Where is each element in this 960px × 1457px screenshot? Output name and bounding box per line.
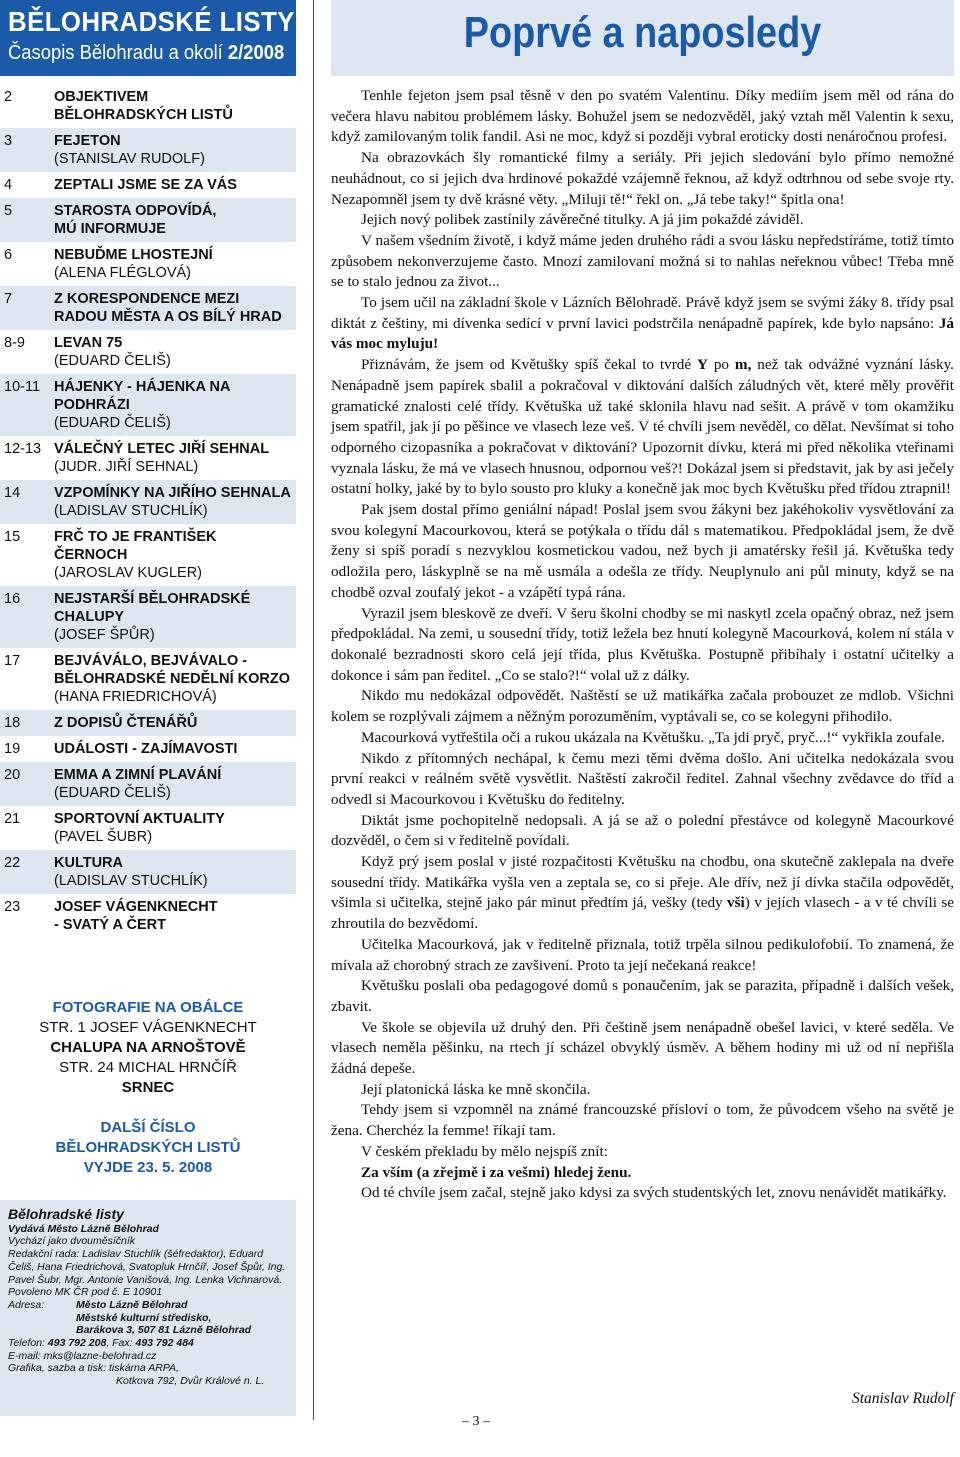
love-note: Já vás moc myluju! [331,314,954,353]
toc-entry [0,286,296,330]
imprint-address: Barákova 3, 507 81 Lázně Bělohrad [76,1324,252,1337]
toc-title: BĚLOHRADSKÉ NEDĚLNÍ KORZO [54,671,291,687]
next-issue-line: VYJDE 23. 5. 2008 [83,1159,213,1176]
toc-page-number: 21 [4,811,21,827]
toc-entry [0,84,296,128]
toc-author: (JOSEF ŠPŮR) [54,627,155,643]
toc-author: (EDUARD ČELIŠ) [54,353,171,369]
cover-photo-line: STR. 24 MICHAL HRNČÍŘ [59,1059,237,1076]
toc-page-number: 7 [4,291,13,307]
toc-page-number: 4 [4,177,13,193]
toc-title: VZPOMÍNKY NA JIŘÍHO SEHNALA [54,485,291,501]
toc-entry [0,736,296,762]
toc-author: (JUDR. JIŘÍ SEHNAL) [54,459,199,475]
toc-entry [0,330,296,374]
toc-title: FEJETON [54,133,121,149]
imprint-phone-label: Telefon: [8,1337,48,1350]
toc-author: (ALENA FLÉGLOVÁ) [54,265,191,281]
paragraph: Nikdo z přítomných nechápal, k čemu mezi těmi dvěma došlo. Ani učitelka nedokázala svou první reakci v reálném světě vysvětlit. Naštěstí zakročil ředitel. Zahnal všechny zvědavce do tříd a odvedl si Macourkovou i Květušku do ředitelny. [331,749,954,808]
paragraph: Na obrazovkách šly romantické filmy a seriály. Při jejich sledování bylo přímo nemožné neuhádnout, co si jejich dva hrdinové pokaždé vzájemně řeknou, až když odtrhnou od sebe svoje rty. Nezapomněl jsem ty dvě krásné věty. „Miluji tě!“ řekl on. „Já tebe taky!“ špitla ona! [331,149,954,208]
toc-title: RADOU MĚSTA A OS BÍLÝ HRAD [54,309,282,325]
page-number: – 3 – [462,1414,490,1429]
paragraph: Za vším (a zřejmě i za vešmi) hledej ženu. [361,1163,632,1181]
toc-entry [0,436,296,480]
cover-photos-info [0,998,296,1098]
toc-page-number: 8-9 [4,335,25,351]
paragraph-text: než tak odvážné vyznání lásky. Nenápadně jsem papírek sbalil a pokračoval v diktování dalších záludných vět, které měly prověřit gramatické znalosti celé třídy. Květuška už také sklonila hlavu nad sešit. A právě v tom okamžiku jsem spatřil, jak jí po pěšince ve vlasech leze veš. V té chvíli jsem nevěděl, co dělat. Nevšímat si toho odporného cizopasníka a pokračovat v diktování? Upozornit dívku, která mi před několika vteřinami vyznala lásku, že má ve vlasech hnusnou, odpornou veš?! Dokázal jsem si představit, jak by asi ječely ostatní holky, jaké by to bylo sousto pro kluky a konečně jak moc bych Květušku před třídou ztrapnil! [331,356,954,498]
toc-entry [0,242,296,286]
toc-page-number: 10-11 [4,379,41,395]
imprint-printer-address: Kotkova 792, Dvůr Králové n. L. [116,1375,265,1388]
article-header [331,0,954,76]
toc-page-number: 22 [4,855,21,871]
toc-title: BĚLOHRADSKÝCH LISTŮ [54,107,233,123]
paragraph: Macourková vytřeštila oči a rukou ukázala na Květušku. „Ta jdi pryč, pryč...!“ vykřikla zoufale. [361,728,945,746]
imprint-phone: 493 792 208 [47,1337,107,1350]
toc-title: LEVAN 75 [54,335,123,351]
paragraph: Ve škole se objevila už druhý den. Při češtině jsem nenápadně obešel lavici, v které seděla. Ve vlasech neměla pěšinku, na rtech jí scházel obvyklý úsměv. A během hodiny mi už od ní nepřišla žádná depeše. [331,1018,954,1078]
subtitle-text: Časopis Bělohradu a okolí [8,42,228,64]
toc-title: STAROSTA ODPOVÍDÁ, [54,203,217,219]
toc-page-number: 20 [4,767,21,783]
next-issue-notice [0,1118,296,1178]
cover-photo-line: CHALUPA NA ARNOŠTOVĚ [50,1039,246,1056]
toc-title: SPORTOVNÍ AKTUALITY [54,811,225,827]
toc-page-number: 12-13 [4,441,42,457]
imprint-permit: Povoleno MK ČR pod č. E 10901 [8,1286,163,1299]
toc-title: Z DOPISŮ ČTENÁŘŮ [54,715,198,731]
toc-title: OBJEKTIVEM [54,89,149,105]
imprint-box [0,1200,296,1416]
cover-photo-line: STR. 1 JOSEF VÁGENKNECHT [39,1019,257,1036]
issue-number: 2/2008 [227,42,285,64]
paragraph-text: po [707,356,735,374]
toc-title: NEJSTARŠÍ BĚLOHRADSKÉ [54,591,251,607]
toc-page-number: 15 [4,529,21,545]
paragraph: Jejich nový polibek zastínily závěrečné titulky. A já jim pokaždé záviděl. [361,211,804,229]
cover-photo-line: SRNEC [121,1079,175,1096]
paragraph [331,355,954,500]
imprint-fax-label: , Fax: [106,1337,136,1350]
paragraph: Vyrazil jsem bleskově ze dveří. V šeru školní chodby se mi naskytl zcela opačný obraz, než jsem předpokládal. Na zemi, u sousední třídy, totiž ležela bez hnutí kolegyně Macourková, kolem ní stála v dokonalé bezradnosti skoro celá její třída, plus Květuška. Postupně přibíhaly i ostatní učitelky a dokonce i sám pan ředitel. „Co se stalo?!“ volal už z dálky. [331,604,954,684]
bold-letter: m, [734,356,752,374]
paragraph: V našem všedním životě, i když máme jeden druhého rádi a svou lásku nepředstíráme, totiž tímto způsobem nekonverzujeme často. Mnozí zamilovaní možná si to nahlas neřeknou vůbec! Třeba mně se to stalo jednou za život... [331,231,954,291]
cover-photos-heading: FOTOGRAFIE NA OBÁLCE [52,999,244,1016]
toc-title: FRČ TO JE FRANTIŠEK ČERNOCH [54,529,217,563]
toc-page-number: 18 [4,715,21,731]
article-body [331,86,954,1204]
toc-entry [0,894,296,938]
imprint-printer: Grafika, sazba a tisk: tiskárna ARPA, [8,1362,179,1375]
imprint-fax: 493 792 484 [135,1337,194,1350]
toc-author: (HANA FRIEDRICHOVÁ) [54,689,217,705]
toc-title: EMMA A ZIMNÍ PLAVÁNÍ [54,767,222,783]
paragraph: Pak jsem dostal přímo geniální nápad! Poslal jsem svou žákyni bez jakéhokoliv vysvětlování za svou kolegyní Macourkovou, která se potýkala o třídu dál s matematikou. Předpokládal jsem, že dvě ženy si spíš poradí s nezvyklou kosmetickou vadou, než bych ji amatérsky řešil já. Květuška tedy odložila pero, láskyplně se na mě usmála a odešla ze třídy. Neuplynulo ani půl minuty, když se na chodbě ozval zoufalý jekot - a vzápětí typá rána. [331,501,954,601]
toc-title: MÚ INFORMUJE [54,221,166,237]
toc-entry [0,762,296,806]
toc-entry [0,586,296,648]
paragraph-text: Přiznávám, že jsem od Květušky spíš čekal to tvrdé [361,356,697,374]
imprint-title: Bělohradské listy [8,1206,124,1222]
paragraph [331,852,954,935]
toc-title: KULTURA [54,855,123,871]
toc-page-number: 16 [4,591,21,607]
imprint-board: Redakční rada: Ladislav Stuchlík (šéfredaktor), Eduard Čeliš, Hana Friedrichová, Svatopluk Hrnčíř, Josef Špůr, Ing. Pavel Šubr, Mgr. Antonie Vanišová, Ing. Lenka Vichnarová. [8,1248,286,1286]
article-title: Poprvé a naposledy [463,8,822,57]
toc-entry [0,198,296,242]
paragraph-text: ) v jejích vlasech - a v té chvíli se zhroutila do bezvědomí. [331,894,954,933]
paragraph: Květušku poslali oba pedagogové domů s ponaučením, jak se parazita, případně i dalších vešek, zbavit. [331,977,954,1015]
imprint-address: Městské kulturní středisko, [76,1311,212,1324]
paragraph: Učitelka Macourková, jak v ředitelně přiznala, totiž trpěla silnou pedikulofobií. To znamená, že mívala až chorobný strach ze zavšivení. Proto ta její nečekaná reakce! [331,935,954,974]
toc-page-number: 6 [4,247,13,263]
paragraph: Její platonická láska ke mně skončila. [361,1080,591,1098]
toc-entry [0,374,296,436]
toc-entry [0,172,296,198]
toc-title: HÁJENKY - HÁJENKA NA [54,379,231,395]
toc-title: NEBUĎME LHOSTEJNÍ [54,247,213,263]
paragraph: Od té chvíle jsem začal, stejně jako kdysi za svých studentských let, znovu nenávidět matikářky. [361,1184,947,1202]
toc-page-number: 5 [4,203,13,219]
toc-entry [0,850,296,894]
toc-page-number: 2 [4,89,13,105]
left-column [0,0,296,1457]
toc-author: (PAVEL ŠUBR) [54,829,153,845]
toc-author: (LADISLAV STUCHLÍK) [54,503,208,519]
paragraph: Diktát jsme pochopitelně nedopsali. A já se až o polední přestávce od kolegyně Macourkové dozvěděl, o čem si v ředitelně povídali. [331,811,954,850]
toc-title: - SVATÝ A ČERT [54,917,166,933]
paragraph-text: Když prý jsem poslal v jisté rozpačitosti Květušku na chodbu, ona skutečně zaklepala na dveře sousední třídy. Matikářka vyšla ven a zeptala se, co si přeje. Ale dřív, než jí dívka stačila odpovědět, všimla si učitelka, stejně jako pár minut předtím já, vešky (tedy [331,853,954,912]
imprint-email: E-mail: mks@lazne-belohrad.cz [8,1349,157,1362]
toc-title: JOSEF VÁGENKNECHT [54,899,218,915]
toc-title: VÁLEČNÝ LETEC JIŘÍ SEHNAL [54,441,270,457]
imprint-address: Město Lázně Bělohrad [76,1298,188,1311]
bold-letter: Y [696,356,708,374]
toc-entry [0,128,296,172]
toc-entry [0,648,296,710]
toc-page-number: 19 [4,741,21,757]
paragraph: V českém překladu by mělo nejspíš znít: [361,1142,608,1160]
imprint-frequency: Vychází jako dvouměsíčník [8,1235,136,1248]
imprint-publisher: Vydává Město Lázně Bělohrad [8,1222,159,1235]
toc-author: (LADISLAV STUCHLÍK) [54,873,208,889]
next-issue-line: BĚLOHRADSKÝCH LISTŮ [55,1139,241,1156]
toc-author: (EDUARD ČELIŠ) [54,785,171,801]
table-of-contents [0,84,296,938]
paragraph [331,293,954,355]
magazine-title: BĚLOHRADSKÉ LISTY [8,6,295,37]
next-issue-line: DALŠÍ ČÍSLO [100,1119,196,1136]
magazine-subtitle [8,42,284,65]
paragraph: Tehdy jsem si vzpomněl na známé francouzské přísloví o tom, že původcem všeho na světě je žena. Cherchéz la femme! říkají tam. [331,1101,954,1140]
toc-title: ZEPTALI JSME SE ZA VÁS [54,177,237,193]
toc-title: UDÁLOSTI - ZAJÍMAVOSTI [54,741,238,757]
imprint-address-label: Adresa: [8,1298,45,1311]
toc-entry [0,710,296,736]
toc-title: Z KORESPONDENCE MEZI [54,291,240,307]
author-signature: Stanislav Rudolf [851,1390,954,1407]
column-divider [313,0,314,1420]
toc-page-number: 23 [4,899,21,915]
toc-entry [0,806,296,850]
masthead [0,0,296,76]
toc-title: BEJVÁVÁLO, BEJVÁVALO - [54,653,248,669]
paragraph: Nikdo mu nedokázal odpovědět. Naštěstí se už matikářka začala probouzet ze mdlob. Všichni kolem se rozplývali zájmem a něžným porozuměním, vyptávali se, co se kolegyni přihodilo. [331,687,954,726]
bold-word: vši [727,894,745,912]
toc-author: (JAROSLAV KUGLER) [54,565,202,581]
toc-page-number: 3 [4,133,13,149]
toc-title: CHALUPY [54,609,125,625]
paragraph: Tenhle fejeton jsem psal těsně v den po svatém Valentinu. Díky mediím jsem měl od rána do večera hlavu nabitou problémem lásky. Bohužel jsem se nedozvěděl, jaký vztah měl Valentin k sexu, když zamilovaným tolik fandil. Asi ne moc, když si později vybral eroticky dosti nenáročnou profesi. [331,87,954,146]
toc-author: (EDUARD ČELIŠ) [54,415,171,431]
toc-title: PODHRÁZI [54,397,130,413]
toc-author: (STANISLAV RUDOLF) [54,151,205,167]
toc-entry [0,480,296,524]
toc-page-number: 14 [4,485,21,501]
paragraph-text: To jsem učil na základní škole v Lázních Bělohradě. Právě když jsem se svými žáky 8. třídy psal diktát z češtiny, mi dívenka sedící v první lavici podstrčila nenápadně papírek, kde bylo napsáno: [331,294,954,332]
toc-entry [0,524,296,586]
toc-page-number: 17 [4,653,21,669]
